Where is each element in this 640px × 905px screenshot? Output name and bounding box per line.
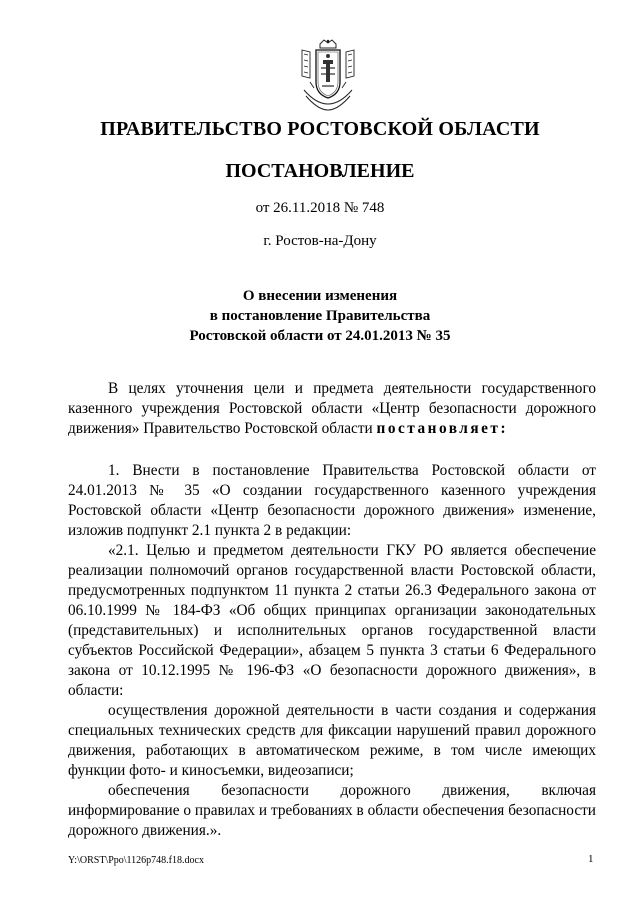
document-type: ПОСТАНОВЛЕНИЕ (225, 160, 415, 182)
date-and-number: от 26.11.2018 № 748 (255, 200, 385, 216)
subject-line-1: О внесении изменения (242, 288, 398, 304)
document-body (68, 379, 596, 841)
preamble-text: В целях уточнения цели и предмета деятельности государственного казенного учреждения Ростовской области «Центр безопасности дорожного движения» Правительство Ростовской области (68, 380, 596, 437)
city-of-issue: г. Ростов-на-Дону (263, 233, 377, 249)
activity-paragraph-2: обеспечения безопасности дорожного движения, включая информирование о правилах и требованиях в области обеспечения безопасности дорожного движения.». (68, 782, 596, 839)
subject-line-3: Ростовской области от 24.01.2013 № 35 (189, 328, 451, 344)
footer-file-path: Y:\ORST\Ppo\1126p748.f18.docx (68, 855, 204, 866)
coat-of-arms-emblem (296, 38, 360, 114)
activity-paragraph-1: осуществления дорожной деятельности в части создания и содержания специальных технических средств для фиксации нарушений правил дорожного движения, работающих в автоматическом режиме, в том числе имеющих функции фото- и киносъемки, видеозаписи; (68, 702, 596, 779)
subject-line-2: в постановление Правительства (209, 308, 431, 324)
page-number: 1 (588, 853, 594, 865)
decree-word: постановляет: (376, 420, 509, 437)
authority-title: ПРАВИТЕЛЬСТВО РОСТОВСКОЙ ОБЛАСТИ (100, 118, 540, 140)
document-subject (0, 286, 640, 346)
item-1-paragraph: 1. Внести в постановление Правительства Ростовской области от 24.01.2013 № 35 «О создании государственного казенного учреждения Ростовской области «Центр безопасности дорожного движения» изменение, изложив подпункт 2.1 пункта 2 в редакции: (68, 462, 596, 539)
preamble-paragraph (68, 379, 596, 439)
quoted-subparagraph: «2.1. Целью и предметом деятельности ГКУ РО является обеспечение реализации полномочий органов государственной власти Ростовской области, предусмотренных подпунктом 11 пункта 2 статьи 26.3 Федерального закона от 06.10.1999 № 184-ФЗ «Об общих принципах организации законодательных (представительных) и исполнительных органов государственной власти субъектов Российской Федерации», абзацем 5 пункта 3 статьи 6 Федерального закона от 10.12.1995 № 196-ФЗ «О безопасности дорожного движения», в области: (68, 542, 596, 699)
